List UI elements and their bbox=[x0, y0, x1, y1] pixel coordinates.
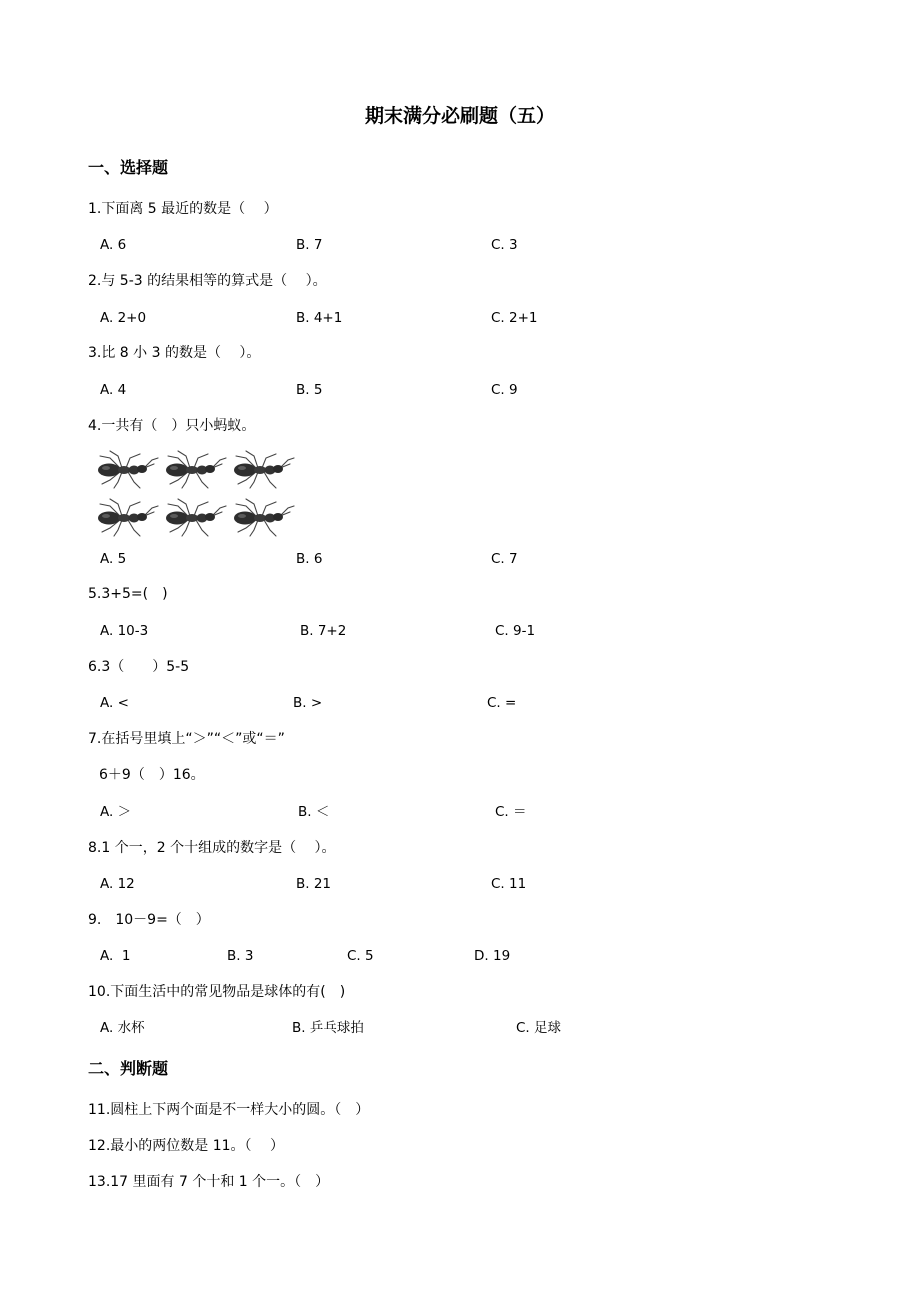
question-12: 12.最小的两位数是 11。（ ） bbox=[88, 1138, 284, 1154]
option-2-c: C. 2+1 bbox=[491, 310, 538, 326]
option-7-b: B. ＜ bbox=[298, 804, 330, 820]
option-1-a: A. 6 bbox=[100, 237, 127, 253]
ant-icon bbox=[234, 499, 294, 536]
question-7: 7.在括号里填上“＞”“＜”或“＝” bbox=[88, 731, 285, 747]
question-11: 11.圆柱上下两个面是不一样大小的圆。（ ） bbox=[88, 1102, 370, 1118]
option-3-a: A. 4 bbox=[100, 382, 127, 398]
option-1-b: B. 7 bbox=[296, 237, 323, 253]
option-10-b: B. 乒乓球拍 bbox=[292, 1020, 364, 1036]
option-2-b: B. 4+1 bbox=[296, 310, 343, 326]
question-4: 4.一共有（ ）只小蚂蚁。 bbox=[88, 418, 256, 434]
question-13: 13.17 里面有 7 个十和 1 个一。（ ） bbox=[88, 1174, 330, 1190]
option-5-a: A. 10-3 bbox=[100, 623, 149, 639]
option-4-a: A. 5 bbox=[100, 551, 127, 567]
question-3: 3.比 8 小 3 的数是（ ）。 bbox=[88, 345, 261, 361]
ant-icon bbox=[98, 499, 158, 536]
question-7-expression: 6＋9（ ）16。 bbox=[99, 767, 205, 783]
question-8: 8.1 个一，2 个十组成的数字是（ ）。 bbox=[88, 840, 336, 856]
option-3-c: C. 9 bbox=[491, 382, 518, 398]
option-8-b: B. 21 bbox=[296, 876, 332, 892]
option-5-b: B. 7+2 bbox=[300, 623, 347, 639]
option-9-c: C. 5 bbox=[347, 948, 374, 964]
ant-icon bbox=[234, 451, 294, 488]
option-2-a: A. 2+0 bbox=[100, 310, 147, 326]
option-9-a: A. 1 bbox=[100, 948, 131, 964]
question-10: 10.下面生活中的常见物品是球体的有( ) bbox=[88, 984, 346, 1000]
section-heading-choice: 一、选择题 bbox=[88, 158, 169, 177]
option-10-c: C. 足球 bbox=[516, 1020, 562, 1036]
option-9-d: D. 19 bbox=[474, 948, 511, 964]
page-title: 期末满分必刷题（五） bbox=[364, 105, 555, 127]
option-6-c: C. = bbox=[487, 695, 517, 711]
option-7-c: C. ＝ bbox=[495, 804, 527, 820]
question-6: 6.3（ ）5-5 bbox=[88, 659, 190, 675]
option-10-a: A. 水杯 bbox=[100, 1020, 145, 1036]
option-9-b: B. 3 bbox=[227, 948, 254, 964]
option-6-b: B. > bbox=[293, 695, 323, 711]
question-2: 2.与 5-3 的结果相等的算式是（ ）。 bbox=[88, 273, 327, 289]
option-4-b: B. 6 bbox=[296, 551, 323, 567]
option-8-a: A. 12 bbox=[100, 876, 135, 892]
section-heading-judge: 二、判断题 bbox=[88, 1059, 169, 1078]
question-9: 9. 10－9=（ ） bbox=[88, 912, 210, 928]
option-7-a: A. ＞ bbox=[100, 804, 132, 820]
ant-icon bbox=[98, 451, 158, 488]
ants-picture bbox=[94, 446, 300, 540]
option-1-c: C. 3 bbox=[491, 237, 518, 253]
question-5: 5.3+5=( ) bbox=[88, 586, 168, 602]
option-5-c: C. 9-1 bbox=[495, 623, 536, 639]
ant-icon bbox=[166, 451, 226, 488]
option-6-a: A. < bbox=[100, 695, 129, 711]
option-4-c: C. 7 bbox=[491, 551, 518, 567]
question-1: 1.下面离 5 最近的数是（ ） bbox=[88, 201, 278, 217]
ant-icon bbox=[166, 499, 226, 536]
option-8-c: C. 11 bbox=[491, 876, 527, 892]
option-3-b: B. 5 bbox=[296, 382, 323, 398]
